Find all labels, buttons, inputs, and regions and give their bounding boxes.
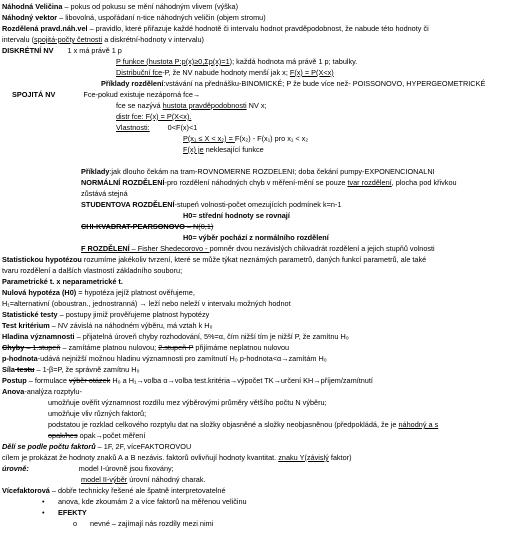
line-anova-vliv: umožňuje vliv různých faktorů; (48, 409, 147, 418)
line-intervalu: intervalu (spojitá-počty četnosti a diskrétní-hodnoty v intervalu) (2, 35, 204, 44)
line-anova-overit: umožňuje ověřit významnost rozdílu mez výběrovými průměry většího počtu N výběru; (48, 398, 327, 407)
line-p-funkce: P funkce (hustota P:p(x)≥0,Σp(x)=1); každá hodnota má právě 1 p; tabulky. (116, 57, 358, 66)
line-p-hodnota: p-hodnota-udává nejnižší možnou hladinu významnosti pro zamítnutí H₀ p-hodnota<α→zamítám H₀ (2, 354, 327, 363)
line-anova-opak: opak/hes opak→počet měření (48, 431, 146, 440)
line-statisticke-testy: Statistické testy – postupy jimiž prověřujeme platnost hypotézy (2, 310, 210, 319)
line-test-kriterium: Test kritérium – NV závislá na náhodném výběru, má vztah k H₀ (2, 321, 213, 330)
line-priklady-rozdeleni: Příklady rozdělení:vstávání na přednášku-BINOMICKÉ; P že bude více než- POISSONOVO, HYPERGEOMETRICKÉ (101, 79, 486, 88)
line-chyby: Chyby – 1.stupeň – zamítáme platnou nulovou; 2.stupeň-P přijímáme neplatnou nulovou (2, 343, 290, 352)
line-vlastnosti: Vlastnosti: 0<F(x)<1 (116, 123, 198, 132)
line-diskretni-nv: DISKRÉTNÍ NV 1 x má právě 1 p (2, 46, 122, 55)
line-hustota: fce se nazývá hustota pravděpodobnosti NV x; (116, 101, 267, 110)
line-vlastnost-interval: P(x₁ ≤ X < x₂) = F(x₂) - F(x₁) pro x₁ < x₂ (183, 134, 309, 143)
line-chi-kvadrat-h0: H0= výběr pochází z normálního rozdělení (183, 233, 329, 242)
line-anova-podstata: podstatou je rozklad celkového rozptylu dat na složky objasněné a složky neobjasněnou (předpokládá, že je náhodný a s (48, 420, 439, 429)
line-cilem: cílem je prokázat že hodnoty znaků A a B nezávis. faktorů ovlivňují hodnoty kvantitat. znaku Y(závislý faktor) (2, 453, 352, 462)
line-spojita-nv: SPOJITÁ NV Fce-pokud existuje nezáporná fce→ (12, 90, 201, 99)
line-parametricke: Parametrické t. x neparametrické t. (2, 277, 123, 286)
line-anova-vice: anova, kde zkoumám 2 a více faktorů na měřenou veličinu (58, 497, 247, 506)
line-vlastnost-neklesajici: F(x) je neklesající funkce (183, 145, 264, 154)
line-f-rozdeleni: F ROZDĚLENÍ – Fisher Shedecorovo - pomněr dvou nezávislých chikvadrát rozdělení a jejich stupňů volnosti (81, 244, 435, 253)
line-zustava-stejna: zůstává stejná (81, 189, 128, 198)
line-postup: Postup – formulace výběr otázek H₀ a H₁→volba α→volba test.kritéria→výpočet TK→určení KH→příjem/zamítnutí (2, 376, 373, 385)
line-pevne: nevné – zajímají nás rozdíly mezi nimi (90, 519, 214, 528)
line-statisticka-hypoteza: Statistickou hypotézou rozumíme jakékoliv tvrzení, které se může týkat neznámých parametrů, daných funkcí parametrů, ale také (2, 255, 427, 264)
line-efekty: EFEKTY (58, 508, 87, 517)
line-nahodna-velicina: Náhodná Veličina – pokus od pokusu se mění náhodným vlivem (výška) (2, 2, 239, 11)
line-studentova-h0: H0= střední hodnoty se rovnají (183, 211, 290, 220)
line-nulova-hypoteza: Nulová hypotéza (H0) = hypotéza jejíž platnost ověřujeme, (2, 288, 195, 297)
line-distr-fce: distr fce: F(x) = P(X<x). (116, 112, 192, 121)
line-nahodny-vektor: Náhodný vektor – libovolná, uspořádaní n-tice náhodných veličin (objem stromu) (2, 13, 266, 22)
line-tvaru-rozdeleni: tvaru rozdělení a dalších vlastností základního souboru; (2, 266, 183, 275)
line-sila-testu: Síla testu – 1-β=P, že správně zamítnu H₀ (2, 365, 140, 374)
line-anova: Anova-analýza rozptylu- (2, 387, 82, 396)
line-vicefaktorova: Vícefaktorová – dobře technicky řešené ale špatně interpretovatelné (2, 486, 226, 495)
line-normalni-rozdeleni: NORMÁLNÍ ROZDĚLENÍ-pro rozdělení náhodných chyb v měření-mění se pouze tvar rozdělení, plocha pod křivkou (81, 178, 457, 187)
line-model-ii: model II-výběr úrovní náhodný charak. (81, 475, 206, 484)
bullet-dot-1: • (42, 497, 45, 506)
line-chi-kvadrat: CHI-KVADRAT-PEARSONOVO – N(0,1) (81, 222, 214, 231)
line-alternativni: H₁=alternativní (oboustran., jednostranná) → leží nebo neleží v intervalu možných hodnot (2, 299, 291, 308)
line-deli-se: Dělí se podle počtu faktorů – 1F, 2F, víceFAKTOROVOU (2, 442, 192, 451)
line-studentova: STUDENTOVA ROZDĚLENÍ-stupeň volnosti-počet omezujících podmínek k=n-1 (81, 200, 342, 209)
line-urovne: úrovně: model I-úrovně jsou fixovány; (2, 464, 174, 473)
line-hladina-vyznamnosti: Hladina významnosti – přijatelná úroveň chyby rozhodování, 5%=α, čím nižší tím je nižší P, že zamítnu H₀ (2, 332, 349, 341)
line-rozdeleni-pravd: Rozdělená pravd.náh.vel – pravidlo, které přiřazuje každé hodnotě či intervalu hodnot pravděpodobnost, že nabude této hodnoty či (2, 24, 429, 33)
line-distribucni-fce: Distribuční fce-P, že NV nabude hodnoty menší jak x; F(x) = P(X<x) (116, 68, 334, 77)
bullet-circle: o (73, 519, 78, 528)
line-priklady-spojite: Příklady:jak dlouho čekám na tram-ROVNOMERNE ROZDELENI; doba čekání pumpy-EXPONENCIONALNI (81, 167, 435, 176)
bullet-dot-2: • (42, 508, 45, 517)
